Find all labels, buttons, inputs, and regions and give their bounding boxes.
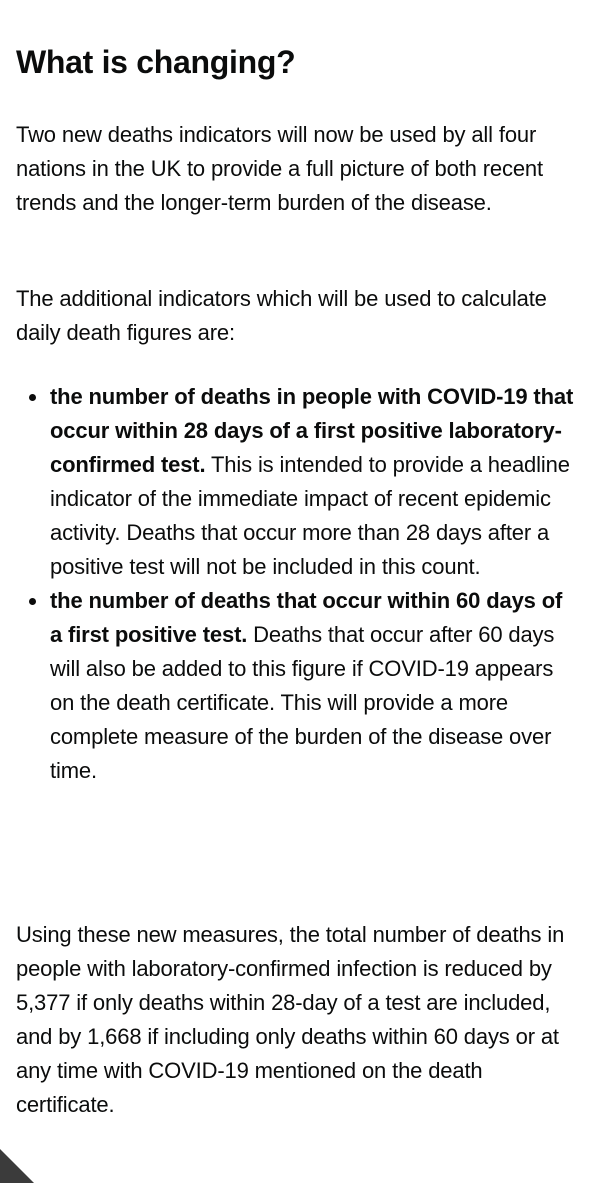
intro-paragraph: Two new deaths indicators will now be used by all four nations in the UK to provide a full picture of both recent trends and the longer-term burden of the disease.: [16, 122, 543, 215]
indicator-60-day-description: Deaths that occur after 60 days will also be added to this figure if COVID-19 appears on the death certificate. This will provide a more complete measure of the burden of the disease over time.: [50, 622, 555, 783]
list-item: [16, 584, 576, 788]
corner-triangle-decoration: [0, 1149, 34, 1183]
bullet-icon: [29, 394, 36, 401]
indicator-28-day-title: the number of deaths in people with COVID-19 that occur within 28 days of a first positive laboratory-confirmed test.: [50, 384, 574, 477]
conclusion-paragraph: Using these new measures, the total number of deaths in people with laboratory-confirmed infection is reduced by 5,377 if only deaths within 28-day of a test are included, and by 1,668 if including only deaths within 60 days or at any time with COVID-19 mentioned on the death certificate.: [16, 922, 565, 1117]
lead-in-paragraph: The additional indicators which will be used to calculate daily death figures are:: [16, 286, 547, 345]
page-title: What is changing?: [16, 44, 296, 80]
indicator-60-day-title: the number of deaths that occur within 60 days of a first positive test.: [50, 588, 563, 647]
indicator-list: [16, 380, 576, 788]
bullet-icon: [29, 598, 36, 605]
list-item: [16, 380, 576, 584]
indicator-28-day-description: This is intended to provide a headline indicator of the immediate impact of recent epidemic activity. Deaths that occur more than 28 days after a positive test will not be included in this count.: [50, 452, 570, 579]
